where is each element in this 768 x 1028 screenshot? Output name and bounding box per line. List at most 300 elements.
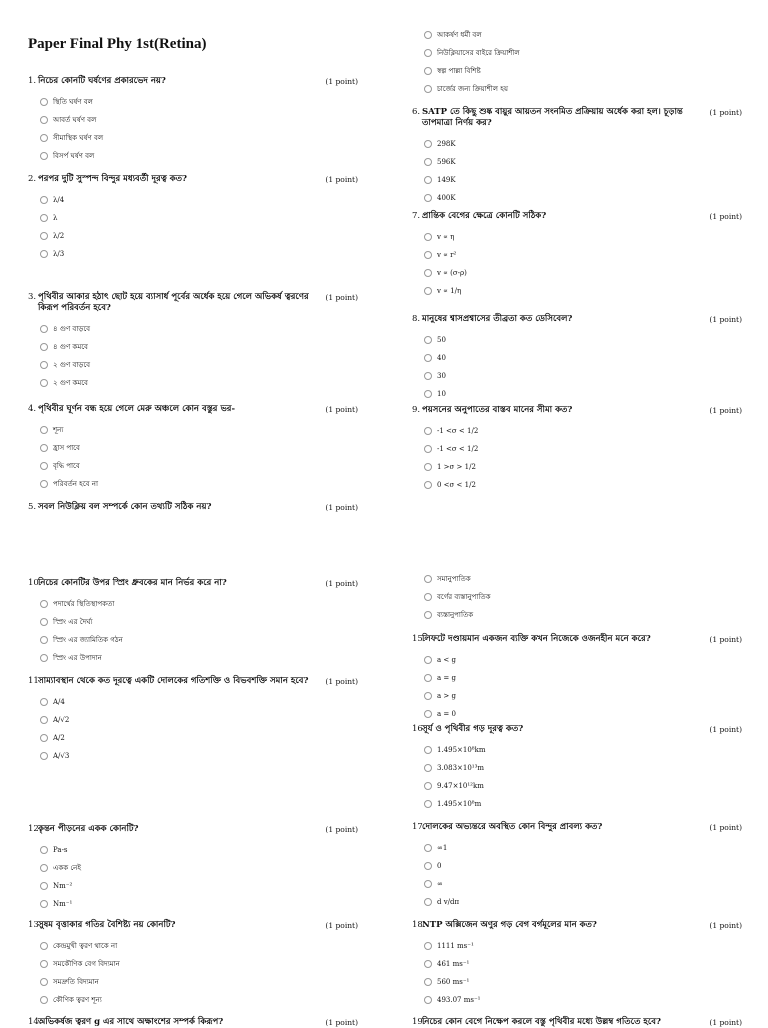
answer-option[interactable]: [40, 877, 358, 895]
radio-button-icon[interactable]: [40, 996, 48, 1004]
question-block: [412, 1017, 742, 1028]
option-label: কৌণিক ত্বরণ শূন্য: [53, 996, 102, 1004]
option-label: 1111 ms⁻¹: [437, 942, 474, 950]
answer-option[interactable]: [424, 875, 742, 893]
question-number: 5.: [28, 502, 37, 512]
radio-button-icon[interactable]: [40, 134, 48, 142]
radio-button-icon[interactable]: [40, 152, 48, 160]
answer-option[interactable]: [40, 475, 358, 493]
answer-option[interactable]: [424, 857, 742, 875]
options-list: [40, 320, 358, 392]
question-text: অভিকর্ষজ ত্বরণ g এর সাথে অক্ষাংশের সম্পর্ক কিরূপ?: [38, 1017, 224, 1027]
radio-button-icon[interactable]: [40, 734, 48, 742]
option-label: 50: [437, 336, 446, 344]
option-label: আবর্ত ঘর্ষণ বল: [53, 116, 97, 124]
question-number: 18.: [412, 920, 426, 930]
radio-button-icon[interactable]: [424, 287, 432, 295]
answer-option[interactable]: [40, 209, 358, 227]
question-header: [28, 920, 358, 931]
option-label: λ/4: [53, 196, 65, 204]
radio-button-icon[interactable]: [424, 611, 432, 619]
question-block: [28, 404, 358, 493]
answer-option[interactable]: [40, 729, 358, 747]
option-label: সমানুপাতিক: [437, 575, 471, 583]
point-value: (1 point): [325, 503, 358, 512]
radio-button-icon[interactable]: [40, 196, 48, 204]
radio-button-icon[interactable]: [40, 426, 48, 434]
radio-button-icon[interactable]: [424, 575, 432, 583]
question-block: [28, 502, 358, 513]
radio-button-icon[interactable]: [40, 978, 48, 986]
answer-option[interactable]: [40, 227, 358, 245]
radio-button-icon[interactable]: [40, 882, 48, 890]
answer-option[interactable]: [40, 147, 358, 165]
answer-option[interactable]: [424, 973, 742, 991]
question-header: [412, 822, 742, 833]
question-number: 11.: [28, 676, 42, 686]
point-value: (1 point): [325, 405, 358, 414]
question-block: [28, 292, 358, 392]
radio-button-icon[interactable]: [424, 800, 432, 808]
question-text: লিফটে দণ্ডায়মান একজন ব্যক্তি কখন নিজেকে ওজনহীন মনে করে?: [422, 634, 651, 644]
radio-button-icon[interactable]: [424, 49, 432, 57]
answer-option[interactable]: [424, 385, 742, 403]
answer-option[interactable]: [40, 955, 358, 973]
question-header: [412, 634, 742, 645]
answer-option[interactable]: [40, 111, 358, 129]
answer-option[interactable]: [40, 320, 358, 338]
question-block: [412, 920, 742, 1009]
point-value: (1 point): [709, 212, 742, 221]
option-label: 400K: [437, 194, 456, 202]
question-number: 7.: [412, 211, 421, 221]
radio-button-icon[interactable]: [40, 325, 48, 333]
radio-button-icon[interactable]: [424, 746, 432, 754]
answer-option[interactable]: [40, 595, 358, 613]
point-value: (1 point): [325, 1018, 358, 1027]
radio-button-icon[interactable]: [40, 232, 48, 240]
option-label: 493.07 ms⁻¹: [437, 996, 481, 1004]
radio-button-icon[interactable]: [424, 176, 432, 184]
option-label: সমকৌণিক বেগ বিদ্যমান: [53, 960, 120, 968]
radio-button-icon[interactable]: [424, 336, 432, 344]
option-label: ২ গুণ বাড়বে: [53, 361, 91, 369]
option-label: A/4: [53, 698, 65, 706]
answer-option[interactable]: [424, 135, 742, 153]
point-value: (1 point): [325, 921, 358, 930]
option-label: কেন্দ্রমুখী ত্বরণ থাকে না: [53, 942, 118, 950]
option-label: 30: [437, 372, 446, 380]
question-block: [28, 676, 358, 765]
radio-button-icon[interactable]: [424, 996, 432, 1004]
options-list: [424, 135, 742, 207]
answer-option[interactable]: [424, 153, 742, 171]
point-value: (1 point): [709, 823, 742, 832]
answer-option[interactable]: [424, 705, 742, 723]
answer-option[interactable]: [40, 356, 358, 374]
question-text: পয়সনের অনুপাতের বাস্তব মানের সীমা কত?: [422, 405, 573, 415]
radio-button-icon[interactable]: [40, 379, 48, 387]
radio-button-icon[interactable]: [40, 636, 48, 644]
question-text: পৃথিবীর ঘূর্ণন বন্ধ হয়ে গেলে মেরু অঞ্চলে কোন বস্তুর ভর-: [38, 404, 235, 414]
answer-option[interactable]: [424, 741, 742, 759]
question-block: [28, 578, 358, 667]
answer-option[interactable]: [424, 606, 754, 624]
option-label: ব্যস্তানুপাতিক: [437, 611, 474, 619]
options-list: [40, 191, 358, 263]
option-label: স্প্রিং এর উপাদান: [53, 654, 102, 662]
option-label: ৪ গুণ কমবে: [53, 343, 88, 351]
option-label: A/√3: [53, 752, 70, 760]
answer-option[interactable]: [424, 422, 742, 440]
point-value: (1 point): [709, 406, 742, 415]
question-number: 10.: [28, 578, 42, 588]
answer-option[interactable]: [40, 711, 358, 729]
radio-button-icon[interactable]: [424, 85, 432, 93]
radio-button-icon[interactable]: [40, 716, 48, 724]
question-number: 14.: [28, 1017, 42, 1027]
point-value: (1 point): [709, 108, 742, 117]
radio-button-icon[interactable]: [424, 67, 432, 75]
radio-button-icon[interactable]: [424, 233, 432, 241]
question-text: সুষম বৃত্তাকার গতির বৈশিষ্ট্য নয় কোনটি?: [38, 920, 176, 930]
answer-option[interactable]: [424, 458, 742, 476]
option-label: d v/dπ: [437, 898, 460, 906]
answer-option[interactable]: [424, 893, 742, 911]
point-value: (1 point): [325, 677, 358, 686]
answer-option[interactable]: [424, 570, 754, 588]
option-label: Nm⁻¹: [53, 900, 73, 908]
radio-button-icon[interactable]: [40, 654, 48, 662]
radio-button-icon[interactable]: [424, 251, 432, 259]
option-label: একক নেই: [53, 864, 82, 872]
question-text: নিচের কোনটি ঘর্ষণের প্রকারভেদ নয়?: [38, 76, 166, 86]
question-text: NTP অক্সিজেন অণুর গড় বেগ বর্গমূলের মান কত?: [422, 920, 597, 930]
question-header: [28, 578, 358, 589]
answer-option[interactable]: [424, 669, 742, 687]
options-list: [424, 741, 742, 813]
question-header: [28, 676, 358, 687]
answer-option[interactable]: [424, 839, 742, 857]
question-text: প্রান্তিক বেগের ক্ষেত্রে কোনটি সঠিক?: [422, 211, 547, 221]
question-number: 16.: [412, 724, 426, 734]
radio-button-icon[interactable]: [40, 698, 48, 706]
option-label: λ/2: [53, 232, 65, 240]
option-label: সীমাস্থিক ঘর্ষণ বল: [53, 134, 104, 142]
answer-option[interactable]: [424, 44, 754, 62]
option-label: v ∝ η: [437, 233, 455, 241]
option-label: λ: [53, 214, 58, 222]
option-label: স্প্রিং এর দৈর্ঘ্য: [53, 618, 93, 626]
option-label: পদার্থের স্থিতিস্থাপকতা: [53, 600, 115, 608]
answer-option[interactable]: [424, 440, 742, 458]
answer-option[interactable]: [40, 374, 358, 392]
options-list: [424, 651, 742, 723]
options-list: [424, 839, 742, 911]
option-label: ∞1: [437, 844, 448, 852]
question-block: [28, 174, 358, 263]
radio-button-icon[interactable]: [424, 942, 432, 950]
radio-button-icon[interactable]: [40, 250, 48, 258]
answer-option[interactable]: [40, 613, 358, 631]
options-list: [424, 228, 742, 300]
radio-button-icon[interactable]: [40, 462, 48, 470]
radio-button-icon[interactable]: [424, 140, 432, 148]
question-number: 2.: [28, 174, 37, 184]
options-list: [424, 331, 742, 403]
answer-option[interactable]: [40, 693, 358, 711]
answer-option[interactable]: [40, 93, 358, 111]
radio-button-icon[interactable]: [40, 361, 48, 369]
option-label: স্থিতি ঘর্ষণ বল: [53, 98, 93, 106]
option-label: স্বল্প পাল্লা বিশিষ্ট: [437, 67, 481, 75]
answer-option[interactable]: [40, 338, 358, 356]
radio-button-icon[interactable]: [424, 463, 432, 471]
page1-left-column: [28, 36, 358, 59]
question-header: [412, 211, 742, 222]
answer-option[interactable]: [424, 228, 742, 246]
answer-option[interactable]: [40, 649, 358, 667]
answer-option[interactable]: [424, 367, 742, 385]
option-label: λ/3: [53, 250, 65, 258]
radio-button-icon[interactable]: [424, 656, 432, 664]
radio-button-icon[interactable]: [40, 98, 48, 106]
answer-option[interactable]: [424, 588, 754, 606]
answer-option[interactable]: [40, 421, 358, 439]
question-header: [28, 292, 358, 314]
question-text: সবল নিউক্লিয় বল সম্পর্কে কোন তথ্যটি সঠিক নয়?: [38, 502, 212, 512]
question-number: 19.: [412, 1017, 426, 1027]
radio-button-icon[interactable]: [424, 844, 432, 852]
radio-button-icon[interactable]: [424, 978, 432, 986]
options-list: [40, 937, 358, 1009]
question-number: 3.: [28, 292, 37, 302]
option-label: স্প্রিং এর জ্যামিতিক গঠন: [53, 636, 123, 644]
radio-button-icon[interactable]: [40, 864, 48, 872]
radio-button-icon[interactable]: [40, 444, 48, 452]
radio-button-icon[interactable]: [424, 269, 432, 277]
page2-right-continued-options: [424, 570, 754, 624]
question-block: [28, 920, 358, 1009]
option-label: বিসর্প ঘর্ষণ বল: [53, 152, 95, 160]
radio-button-icon[interactable]: [424, 898, 432, 906]
question-header: [412, 107, 742, 129]
answer-option[interactable]: [424, 937, 742, 955]
answer-option[interactable]: [40, 859, 358, 877]
option-label: শূন্য: [53, 426, 64, 434]
option-label: A/2: [53, 734, 65, 742]
option-label: v ∝ r²: [437, 251, 457, 259]
answer-option[interactable]: [40, 631, 358, 649]
option-label: ২ গুণ কমবে: [53, 379, 88, 387]
page1-right-continued-options: [424, 26, 754, 98]
radio-button-icon[interactable]: [40, 942, 48, 950]
question-header: [412, 724, 742, 735]
radio-button-icon[interactable]: [424, 194, 432, 202]
radio-button-icon[interactable]: [424, 593, 432, 601]
radio-button-icon[interactable]: [424, 445, 432, 453]
option-label: ৪ গুণ বাড়বে: [53, 325, 91, 333]
option-label: 560 ms⁻¹: [437, 978, 470, 986]
question-text: কৃন্তন পীড়নের একক কোনটি?: [38, 824, 139, 834]
answer-option[interactable]: [40, 991, 358, 1009]
radio-button-icon[interactable]: [424, 158, 432, 166]
answer-option[interactable]: [40, 439, 358, 457]
radio-button-icon[interactable]: [424, 481, 432, 489]
answer-option[interactable]: [424, 476, 742, 494]
radio-button-icon[interactable]: [424, 674, 432, 682]
question-header: [412, 920, 742, 931]
point-value: (1 point): [709, 315, 742, 324]
answer-option[interactable]: [40, 895, 358, 913]
question-number: 6.: [412, 107, 421, 117]
answer-option[interactable]: [424, 189, 742, 207]
option-label: 0 <σ < 1/2: [437, 481, 476, 489]
radio-button-icon[interactable]: [40, 846, 48, 854]
options-list: [424, 422, 742, 494]
question-header: [412, 314, 742, 325]
question-number: 9.: [412, 405, 421, 415]
radio-button-icon[interactable]: [424, 880, 432, 888]
option-label: A/√2: [53, 716, 70, 724]
answer-option[interactable]: [40, 747, 358, 765]
point-value: (1 point): [325, 293, 358, 302]
radio-button-icon[interactable]: [424, 31, 432, 39]
answer-option[interactable]: [424, 80, 754, 98]
option-label: পরিবর্তন হবে না: [53, 480, 98, 488]
radio-button-icon[interactable]: [424, 710, 432, 718]
option-label: সমদ্রুতি বিদ্যমান: [53, 978, 99, 986]
option-label: 3.083×10¹³m: [437, 764, 485, 772]
option-label: নিউক্লিয়াসের বাইরে ক্রিয়াশীল: [437, 49, 520, 57]
question-block: [28, 824, 358, 913]
option-label: বর্গের ব্যস্তানুপাতিক: [437, 593, 491, 601]
answer-option[interactable]: [424, 264, 742, 282]
options-list: [40, 693, 358, 765]
radio-button-icon[interactable]: [40, 343, 48, 351]
question-text: দোলকের অভ্যন্তরে অবস্থিত কোন বিন্দুর প্রাবল্য কত?: [422, 822, 603, 832]
answer-option[interactable]: [424, 687, 742, 705]
option-label: 298K: [437, 140, 456, 148]
option-label: 40: [437, 354, 446, 362]
question-text: নিচের কোনটির উপর স্প্রিং ধ্রুবকের মান নির্ভর করে না?: [38, 578, 227, 588]
radio-button-icon[interactable]: [424, 427, 432, 435]
question-header: [28, 404, 358, 415]
answer-option[interactable]: [40, 191, 358, 209]
answer-option[interactable]: [40, 245, 358, 263]
question-text: SATP তে কিছু শুষ্ক বায়ুর আয়তন সংনমিত প্রক্রিয়ায় অর্ধেক করা হল। চূড়ান্ত তাপমাত্রা নির্ণয় কর?: [422, 107, 683, 128]
answer-option[interactable]: [424, 331, 742, 349]
question-text: নিচের কোন বেগে নিক্ষেপ করলে বস্তু পৃথিবীর মধ্যে উল্লম্ব গতিতে হবে?: [422, 1017, 662, 1027]
radio-button-icon[interactable]: [424, 960, 432, 968]
answer-option[interactable]: [40, 937, 358, 955]
radio-button-icon[interactable]: [40, 214, 48, 222]
question-block: [28, 76, 358, 165]
radio-button-icon[interactable]: [40, 480, 48, 488]
options-list: [40, 595, 358, 667]
point-value: (1 point): [325, 579, 358, 588]
radio-button-icon[interactable]: [40, 618, 48, 626]
question-text: পরপর দুটি সুস্পন্দ বিন্দুর মধ্যবর্তী দূরত্ব কত?: [38, 174, 187, 184]
point-value: (1 point): [325, 175, 358, 184]
option-label: 1.495×10⁸m: [437, 800, 482, 808]
radio-button-icon[interactable]: [40, 752, 48, 760]
question-header: [28, 824, 358, 835]
answer-option[interactable]: [424, 777, 742, 795]
question-number: 8.: [412, 314, 421, 324]
option-label: 596K: [437, 158, 456, 166]
question-block: [412, 822, 742, 911]
question-header: [28, 502, 358, 513]
answer-option[interactable]: [424, 651, 742, 669]
option-label: Nm⁻²: [53, 882, 73, 890]
question-number: 1.: [28, 76, 37, 86]
option-label: a = g: [437, 674, 456, 682]
option-label: 461 ms⁻¹: [437, 960, 470, 968]
option-label: 9.47×10¹²km: [437, 782, 484, 790]
answer-option[interactable]: [424, 349, 742, 367]
answer-option[interactable]: [40, 973, 358, 991]
radio-button-icon[interactable]: [424, 764, 432, 772]
option-label: -1 <σ < 1/2: [437, 445, 479, 453]
answer-option[interactable]: [424, 26, 754, 44]
question-text: সূর্য ও পৃথিবীর গড় দূরত্ব কত?: [422, 724, 524, 734]
answer-option[interactable]: [424, 246, 742, 264]
question-number: 15.: [412, 634, 426, 644]
answer-option[interactable]: [424, 759, 742, 777]
radio-button-icon[interactable]: [424, 354, 432, 362]
radio-button-icon[interactable]: [424, 390, 432, 398]
question-number: 12.: [28, 824, 42, 834]
option-label: a > g: [437, 692, 456, 700]
answer-option[interactable]: [424, 62, 754, 80]
question-header: [28, 174, 358, 185]
radio-button-icon[interactable]: [40, 116, 48, 124]
radio-button-icon[interactable]: [424, 692, 432, 700]
radio-button-icon[interactable]: [424, 862, 432, 870]
radio-button-icon[interactable]: [40, 960, 48, 968]
option-label: v ∝ 1/η: [437, 287, 462, 295]
point-value: (1 point): [709, 1018, 742, 1027]
point-value: (1 point): [709, 635, 742, 644]
option-label: Pa-s: [53, 846, 68, 854]
question-header: [28, 76, 358, 87]
question-block: [412, 211, 742, 300]
question-number: 13.: [28, 920, 42, 930]
option-label: 1 >σ > 1/2: [437, 463, 476, 471]
option-label: a = 0: [437, 710, 456, 718]
radio-button-icon[interactable]: [424, 782, 432, 790]
answer-option[interactable]: [424, 795, 742, 813]
option-label: a < g: [437, 656, 456, 664]
page-title: Paper Final Phy 1st(Retina): [28, 36, 207, 52]
question-block: [28, 1017, 358, 1028]
radio-button-icon[interactable]: [40, 900, 48, 908]
options-list: [40, 93, 358, 165]
answer-option[interactable]: [40, 457, 358, 475]
answer-option[interactable]: [424, 991, 742, 1009]
answer-option[interactable]: [424, 171, 742, 189]
radio-button-icon[interactable]: [424, 372, 432, 380]
question-header: [28, 1017, 358, 1028]
option-label: চার্জের জন্য ক্রিয়াশীল হয়: [437, 85, 509, 93]
answer-option[interactable]: [40, 841, 358, 859]
radio-button-icon[interactable]: [40, 600, 48, 608]
answer-option[interactable]: [424, 282, 742, 300]
answer-option[interactable]: [424, 955, 742, 973]
answer-option[interactable]: [40, 129, 358, 147]
question-text: সাম্যাবস্থান থেকে কত দূরত্বে একটি দোলকের গতিশক্তি ও বিভবশক্তি সমান হবে?: [38, 676, 309, 686]
